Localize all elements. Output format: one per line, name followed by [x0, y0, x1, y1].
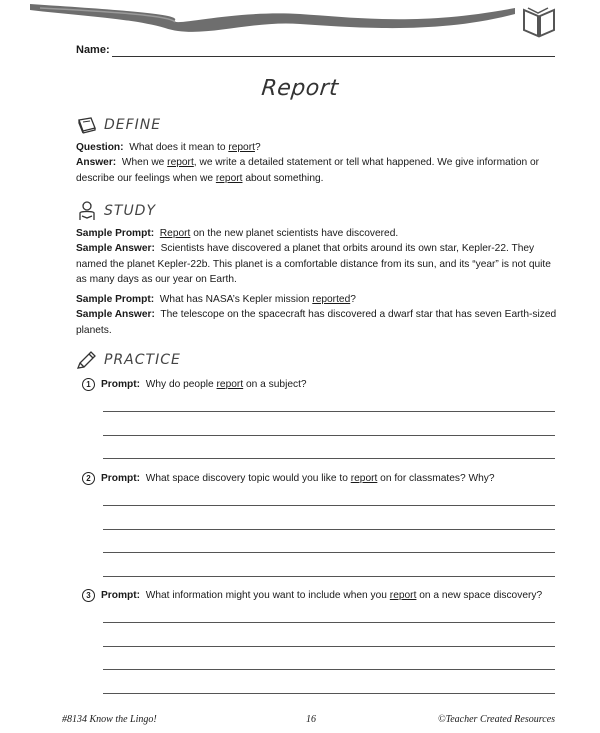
- define-answer: Answer: When we report, we write a detailed statement or tell what happened. We give information or describe our feelings when we report about something.: [76, 157, 540, 184]
- answer-line[interactable]: [103, 435, 555, 436]
- prompt-number-2: 2: [82, 472, 95, 485]
- answer-line[interactable]: [103, 411, 555, 412]
- answer-line[interactable]: [103, 576, 555, 577]
- page-title: Report: [260, 76, 340, 101]
- answer-line[interactable]: [103, 458, 555, 459]
- footer-book-title: #8134 Know the Lingo!: [62, 714, 157, 725]
- footer-publisher: ©Teacher Created Resources: [438, 714, 556, 725]
- practice-prompt-2: 2 Prompt: What space discovery topic would you like to report on for classmates? Why?: [82, 472, 560, 486]
- answer-line[interactable]: [103, 552, 555, 553]
- define-question: Question: What does it mean to report?: [76, 142, 261, 153]
- practice-prompt-3: 3 Prompt: What information might you want to include when you report on a new space discovery?: [82, 589, 560, 603]
- practice-prompt-1: 1 Prompt: Why do people report on a subject?: [82, 378, 560, 392]
- study-title: STUDY: [104, 203, 157, 219]
- answer-line[interactable]: [103, 529, 555, 530]
- answer-line[interactable]: [103, 693, 555, 694]
- footer-page-number: 16: [306, 714, 316, 725]
- header-brush-stroke: [0, 0, 600, 44]
- practice-title: PRACTICE: [104, 352, 181, 368]
- prompt-number-3: 3: [82, 589, 95, 602]
- dictionary-icon: [76, 116, 98, 134]
- pencil-icon: [76, 350, 98, 370]
- name-label: Name:: [76, 44, 110, 56]
- study-answer-1: Sample Answer: Scientists have discovered a planet that orbits around its own star, Kepler-22. They named the planet Kepler-22b. This planet is a comfortable distance from its sun, and its “year” is not quite as many days as our year on Earth.: [76, 243, 551, 285]
- define-title: DEFINE: [104, 117, 162, 133]
- answer-line[interactable]: [103, 505, 555, 506]
- study-prompt-1: Sample Prompt: Report on the new planet scientists have discovered.: [76, 228, 399, 239]
- practice-heading: [76, 350, 181, 370]
- name-field-line[interactable]: [112, 56, 555, 57]
- define-heading: [76, 116, 161, 134]
- student-reading-icon: [76, 200, 98, 222]
- book-icon: [520, 4, 558, 40]
- answer-line[interactable]: [103, 622, 555, 623]
- prompt-number-1: 1: [82, 378, 95, 391]
- answer-line[interactable]: [103, 669, 555, 670]
- study-heading: [76, 200, 156, 222]
- study-prompt-2: Sample Prompt: What has NASA’s Kepler mission reported?: [76, 294, 356, 305]
- answer-line[interactable]: [103, 646, 555, 647]
- study-answer-2: Sample Answer: The telescope on the spacecraft has discovered a dwarf star that has seven Earth-sized planets.: [76, 309, 557, 336]
